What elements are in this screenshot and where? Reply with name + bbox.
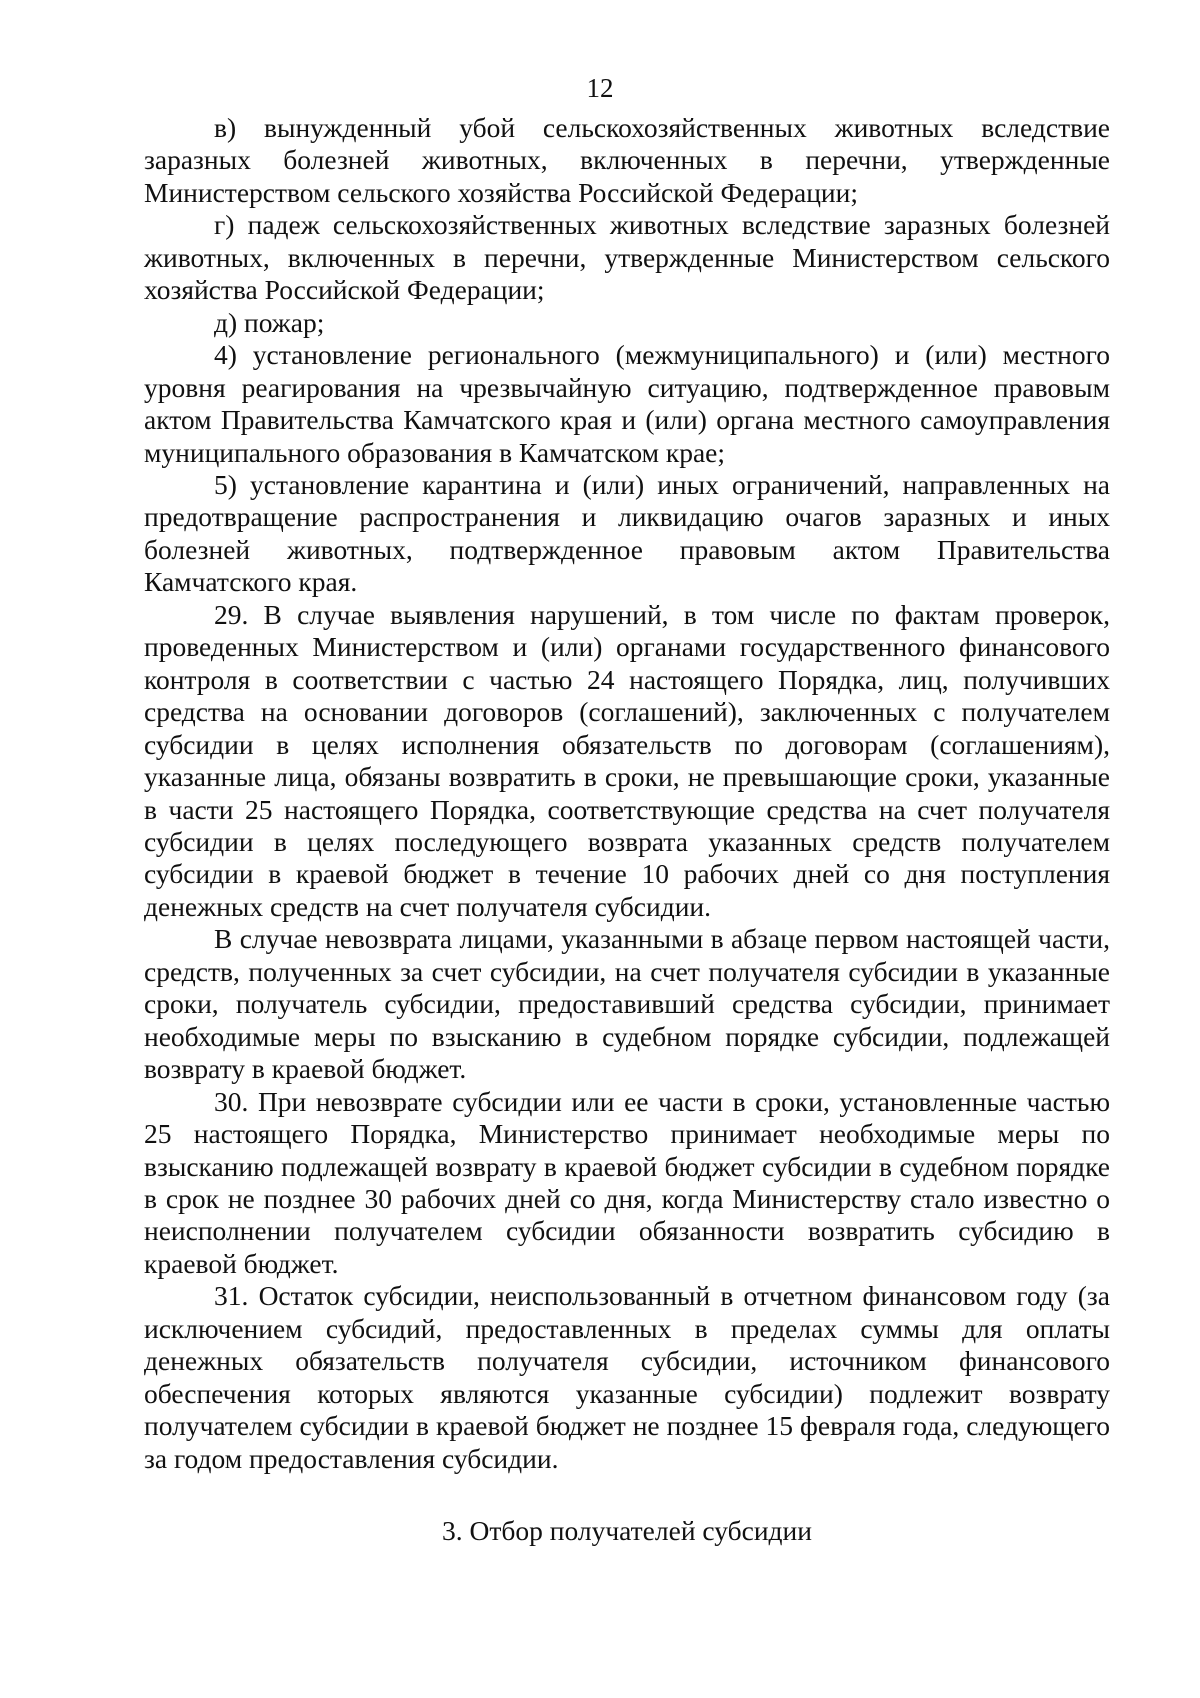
document-body xyxy=(144,112,1110,1475)
section-heading: 3. Отбор получателей субсидии xyxy=(442,1515,812,1546)
paragraph-subitem-g: г) падеж сельскохозяйственных животных вследствие заразных болезней животных, включенных в перечни, утвержденные Министерством сельского хозяйства Российской Федерации; xyxy=(144,209,1110,306)
paragraph-clause-31: 31. Остаток субсидии, неиспользованный в отчетном финансовом году (за исключением субсидий, предоставленных в пределах суммы для оплаты денежных обязательств получателя субсидии, источником финансового обеспечения которых являются указанные субсидии) подлежит возврату получателем субсидии в краевой бюджет не позднее 15 февраля года, следующего за годом предоставления субсидии. xyxy=(144,1280,1110,1474)
paragraph-clause-29: 29. В случае выявления нарушений, в том числе по фактам проверок, проведенных Министерством и (или) органами государственного финансового контроля в соответствии с частью 24 настоящего Порядка, лиц, получивших средства на основании договоров (соглашений), заключенных с получателем субсидии в целях исполнения обязательств по договорам (соглашениям), указанные лица, обязаны возвратить в сроки, не превышающие сроки, указанные в части 25 настоящего Порядка, соответствующие средства на счет получателя субсидии в целях последующего возврата указанных средств получателем субсидии в краевой бюджет в течение 10 рабочих дней со дня поступления денежных средств на счет получателя субсидии. xyxy=(144,598,1110,922)
paragraph-subitem-v: в) вынужденный убой сельскохозяйственных животных вследствие заразных болезней животных, включенных в перечни, утвержденные Министерством сельского хозяйства Российской Федерации; xyxy=(144,112,1110,208)
paragraph-item-4: 4) установление регионального (межмуниципального) и (или) местного уровня реагирования на чрезвычайную ситуацию, подтвержденное правовым актом Правительства Камчатского края и (или) органа местного самоуправления муниципального образования в Камчатском крае; xyxy=(144,339,1110,468)
page-number: 12 xyxy=(586,73,614,103)
paragraph-clause-29-second: В случае невозврата лицами, указанными в абзаце первом настоящей части, средств, полученных за счет субсидии, на счет получателя субсидии в указанные сроки, получатель субсидии, предоставивший средства субсидии, принимает необходимые меры по взысканию в судебном порядке субсидии, подлежащей возврату в краевой бюджет. xyxy=(144,923,1110,1085)
paragraph-item-5: 5) установление карантина и (или) иных ограничений, направленных на предотвращение распространения и ликвидацию очагов заразных и иных болезней животных, подтвержденное правовым актом Правительства Камчатского края. xyxy=(144,468,1110,598)
paragraph-clause-30: 30. При невозврате субсидии или ее части в сроки, установленные частью 25 настоящего Порядка, Министерство принимает необходимые меры по взысканию подлежащей возврату в краевой бюджет субсидии в судебном порядке в срок не позднее 30 рабочих дней со дня, когда Министерству стало известно о неисполнении получателем субсидии обязанности возвратить субсидию в краевой бюджет. xyxy=(144,1085,1110,1279)
paragraph-subitem-d: д) пожар; xyxy=(214,306,325,338)
